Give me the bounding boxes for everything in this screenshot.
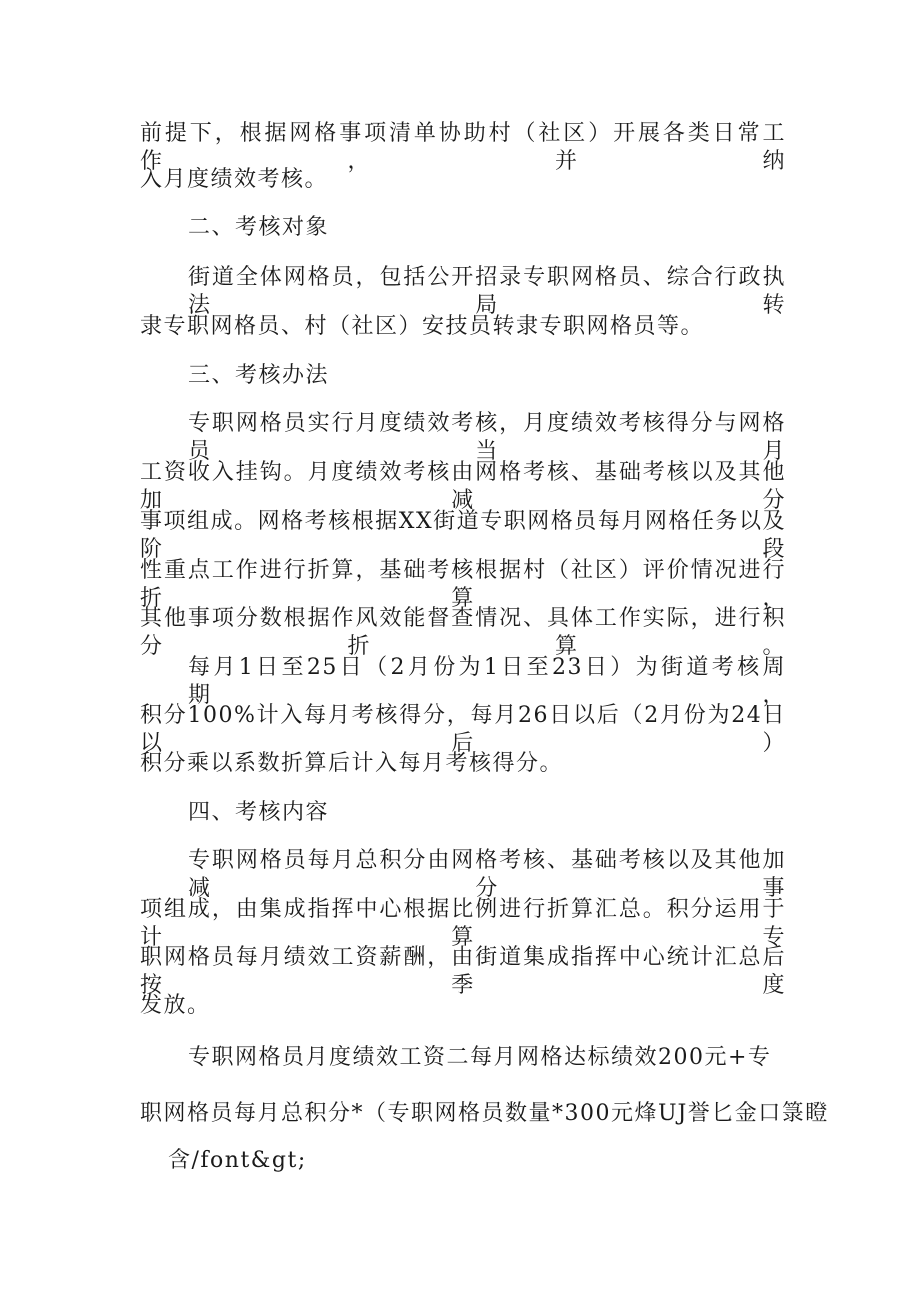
section-heading-3: 三、考核办法: [188, 363, 330, 388]
section-heading-2: 二、考核对象: [188, 215, 330, 240]
paragraph-line-16: 发放。: [140, 993, 211, 1018]
section-heading-4: 四、考核内容: [188, 800, 330, 825]
paragraph-line-8: 性重点工作进行折算，基础考核根据村（社区）评价情况进行折算，: [140, 558, 786, 611]
paragraph-line-2: 入月度绩效考核。: [140, 167, 329, 192]
paragraph-line-5: 专职网格员实行月度绩效考核，月度绩效考核得分与网格员当月: [188, 411, 786, 464]
paragraph-line-6: 工资收入挂钩。月度绩效考核由网格考核、基础考核以及其他加减分: [140, 460, 786, 513]
paragraph-line-10: 每月1日至25日（2月份为1日至23日）为街道考核周期，: [188, 655, 786, 708]
formula-line-1: 专职网格员月度绩效工资二每月网格达标绩效200元+专: [188, 1045, 772, 1070]
paragraph-line-12: 积分乘以系数折算后计入每月考核得分。: [140, 751, 564, 776]
paragraph-line-4: 隶专职网格员、村（社区）安技员转隶专职网格员等。: [140, 314, 705, 339]
paragraph-line-11: 积分100%计入每月考核得分，每月26日以后（2月份为24日以后）: [140, 703, 786, 756]
paragraph-line-3: 街道全体网格员，包括公开招录专职网格员、综合行政执法局转: [188, 265, 786, 318]
paragraph-line-9: 其他事项分数根据作风效能督查情况、具体工作实际，进行积分折算。: [140, 606, 786, 659]
paragraph-line-1: 前提下，根据网格事项清单协助村（社区）开展各类日常工作，并纳: [140, 121, 786, 174]
paragraph-line-15: 职网格员每月绩效工资薪酬，由街道集成指挥中心统计汇总后按季度: [140, 945, 786, 998]
paragraph-line-7: 事项组成。网格考核根据XX街道专职网格员每月网格任务以及阶段: [140, 509, 786, 562]
formula-line-3: 含/font&gt;: [168, 1148, 307, 1173]
paragraph-line-13: 专职网格员每月总积分由网格考核、基础考核以及其他加减分事: [188, 848, 786, 901]
formula-line-2: 职网格员每月总积分*（专职网格员数量*300元烽UJ誉匕金口箓瞪: [140, 1101, 829, 1126]
paragraph-line-14: 项组成，由集成指挥中心根据比例进行折算汇总。积分运用于计算专: [140, 897, 786, 950]
